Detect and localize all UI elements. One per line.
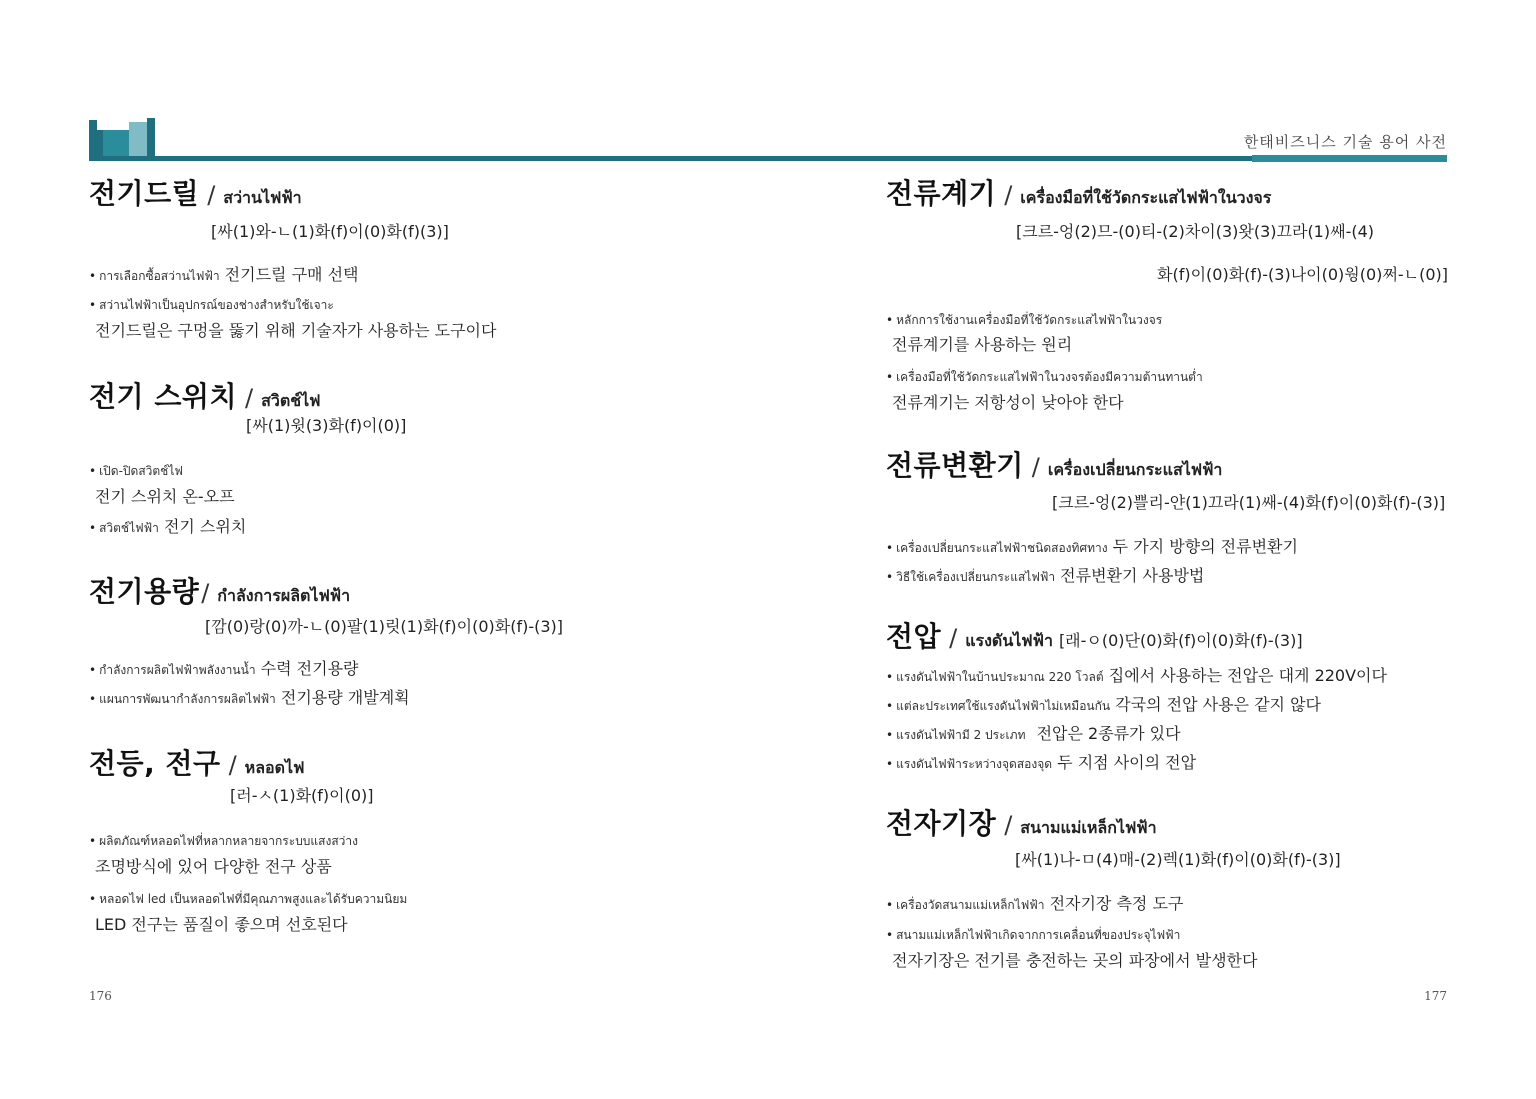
- example-thai: สนามแม่เหล็กไฟฟ้าเกิดจากการเคลื่อนที่ของประจุไฟฟ้า: [896, 928, 1181, 942]
- dictionary-entry: [89, 570, 564, 707]
- example-korean: 전기드릴은 구멍을 뚫기 위해 기술자가 사용하는 도구이다: [95, 321, 497, 340]
- dictionary-entry: [886, 802, 1341, 970]
- bullet: •: [886, 757, 894, 771]
- bullet: •: [886, 728, 894, 742]
- example-thai: ผลิตภัณฑ์หลอดไฟที่หลากหลายจากระบบแสงสว่าง: [99, 834, 359, 848]
- term-line: [89, 375, 320, 415]
- example-thai: เครื่องเปลี่ยนกระแสไฟฟ้าชนิดสองทิศทาง: [896, 541, 1108, 555]
- example-thai: หลักการใช้งานเครื่องมือที่ใช้วัดกระแสไฟฟ้าในวงจร: [896, 313, 1163, 327]
- example-thai: วิธีใช้เครื่องเปลี่ยนกระแสไฟฟ้า: [896, 570, 1056, 584]
- example: [89, 514, 246, 538]
- term-korean: 전등, 전구: [89, 747, 221, 780]
- example: [886, 891, 1183, 915]
- term-separator: /: [201, 579, 210, 607]
- example: [886, 563, 1204, 587]
- example-korean: 전자기장은 전기를 충전하는 곳의 파장에서 발생한다: [892, 951, 1258, 970]
- pronunciation: [싸(1)나-ㅁ(4)매-(2)렉(1)화(f)이(0)화(f)-(3)]: [1015, 850, 1341, 869]
- term-separator: /: [228, 751, 237, 779]
- bullet: •: [886, 541, 894, 555]
- term-thai: เครื่องมือที่ใช้วัดกระแสไฟฟ้าในวงจร: [1020, 188, 1272, 207]
- example-korean: LED 전구는 품질이 좋으며 선호된다: [95, 915, 348, 934]
- example: [89, 656, 358, 680]
- example: [89, 685, 410, 709]
- example-thai: หลอดไฟ led เป็นหลอดไฟที่มีคุณภาพสูงและได้รับความนิยม: [99, 892, 408, 906]
- example-korean: 수력 전기용량: [260, 659, 359, 678]
- example: [89, 460, 183, 481]
- example-thai: แรงดันไฟฟ้ามี 2 ประเภท: [896, 728, 1026, 742]
- term-separator: /: [949, 624, 958, 652]
- term-line: [89, 570, 350, 610]
- example-thai: แรงดันไฟฟ้าในบ้านประมาณ 220 โวลต์: [896, 670, 1104, 684]
- example-korean: 각국의 전압 사용은 같지 않다: [1115, 695, 1322, 714]
- example-thai: เครื่องมือที่ใช้วัดกระแสไฟฟ้าในวงจรต้องมีความต้านทานต่ำ: [896, 370, 1203, 384]
- term-separator: /: [245, 384, 254, 412]
- example-korean: 집에서 사용하는 전압은 대게 220V이다: [1108, 666, 1387, 685]
- term-korean: 전류계기: [886, 177, 997, 210]
- bullet: •: [886, 699, 894, 713]
- example-thai: กำลังการผลิตไฟฟ้าพลังงานน้ำ: [99, 663, 256, 677]
- term-thai: สนามแม่เหล็กไฟฟ้า: [1020, 818, 1157, 837]
- bullet: •: [89, 464, 97, 478]
- term-separator: /: [1031, 453, 1040, 481]
- term-thai: แรงดันไฟฟ้า: [965, 631, 1053, 650]
- term-separator: /: [207, 181, 216, 209]
- book-title: 한태비즈니스 기술 용어 사전: [1243, 133, 1447, 151]
- pronunciation: [크르-엉(2)쁠리-얀(1)끄라(1)쌔-(4)화(f)이(0)화(f)-(3)]: [1052, 493, 1446, 512]
- term-thai: สวิตช์ไฟ: [261, 391, 321, 410]
- example-thai: เครื่องวัดสนามแม่เหล็กไฟฟ้า: [896, 898, 1045, 912]
- header-logo: [89, 118, 159, 158]
- dictionary-entry: [89, 172, 497, 340]
- dictionary-entry: [886, 172, 1448, 412]
- term-korean: 전기드릴: [89, 177, 200, 210]
- bullet: •: [89, 834, 97, 848]
- bullet: •: [89, 269, 97, 283]
- pronunciation: [래-ㅇ(0)단(0)화(f)이(0)화(f)-(3)]: [1058, 631, 1303, 650]
- example-thai: สวิตช์ไฟฟ้า: [99, 521, 159, 535]
- example-korean: 전압은 2종류가 있다: [1036, 724, 1181, 743]
- pronunciation: [싸(1)윗(3)화(f)이(0)]: [246, 416, 407, 435]
- example-thai: แผนการพัฒนากำลังการผลิตไฟฟ้า: [99, 692, 276, 706]
- example-korean: 조명방식에 있어 다양한 전구 상품: [95, 857, 332, 876]
- pronunciation: [깜(0)랑(0)까-ㄴ(0)팔(1)릿(1)화(f)이(0)화(f)-(3)]: [205, 617, 564, 636]
- example: [886, 750, 1196, 774]
- example-korean: 전류변환기 사용방법: [1060, 566, 1205, 585]
- dictionary-entry: [89, 742, 408, 934]
- page-number-left: 176: [89, 989, 112, 1003]
- example: [886, 924, 1180, 945]
- pronunciation-continued: 화(f)이(0)화(f)-(3)나이(0)웡(0)쩌-ㄴ(0)]: [1157, 265, 1448, 284]
- example: [886, 721, 1181, 745]
- bullet: •: [886, 370, 894, 384]
- dictionary-entry: [886, 444, 1446, 585]
- bullet: •: [89, 892, 97, 906]
- example-korean: 두 지점 사이의 전압: [1057, 753, 1197, 772]
- example-thai: เปิด-ปิดสวิตช์ไฟ: [99, 464, 183, 478]
- example: [886, 309, 1162, 330]
- term-line: [886, 172, 1271, 212]
- bullet: •: [886, 313, 894, 327]
- term-korean: 전기 스위치: [89, 380, 237, 413]
- bullet: •: [89, 521, 97, 535]
- pronunciation: [크르-엉(2)므-(0)티-(2)차이(3)왓(3)끄라(1)쌔-(4): [1016, 222, 1375, 241]
- example-thai: แรงดันไฟฟ้าระหว่างจุดสองจุด: [896, 757, 1053, 771]
- example-korean: 전기 스위치: [163, 517, 247, 536]
- term-thai: กำลังการผลิตไฟฟ้า: [217, 586, 351, 605]
- term-separator: /: [1004, 181, 1013, 209]
- term-korean: 전류변환기: [886, 449, 1024, 482]
- term-separator: /: [1004, 811, 1013, 839]
- term-line: [89, 742, 304, 782]
- example: [89, 830, 358, 851]
- term-thai: เครื่องเปลี่ยนกระแสไฟฟ้า: [1047, 460, 1223, 479]
- page-number-right: 177: [1424, 989, 1447, 1003]
- example-korean: 두 가지 방향의 전류변환기: [1112, 537, 1298, 556]
- example-thai: การเลือกซื้อสว่านไฟฟ้า: [99, 269, 220, 283]
- term-line: [886, 615, 1303, 655]
- term-korean: 전기용량: [89, 575, 200, 608]
- example-korean: 전자기장 측정 도구: [1049, 894, 1184, 913]
- example-korean: 전기 스위치 온-오프: [95, 487, 235, 506]
- bullet: •: [886, 928, 894, 942]
- bullet: •: [89, 663, 97, 677]
- example-thai: สว่านไฟฟ้าเป็นอุปกรณ์ของช่างสำหรับใช้เจาะ: [99, 298, 334, 312]
- dictionary-entry: [89, 375, 407, 536]
- header-rule-accent: [1252, 155, 1447, 162]
- example-korean: 전기용량 개발계획: [280, 688, 410, 707]
- dictionary-entry: [886, 615, 1387, 772]
- term-thai: หลอดไฟ: [244, 758, 305, 777]
- bullet: •: [886, 670, 894, 684]
- example-thai: แต่ละประเทศใช้แรงดันไฟฟ้าไม่เหมือนกัน: [896, 699, 1111, 713]
- example: [89, 294, 334, 315]
- term-korean: 전압: [886, 620, 942, 653]
- example-korean: 전기드릴 구매 선택: [224, 265, 359, 284]
- example-korean: 전류계기는 저항성이 낮아야 한다: [892, 393, 1124, 412]
- header-rule: [89, 156, 1447, 161]
- term-line: [89, 172, 302, 212]
- example: [886, 692, 1321, 716]
- term-korean: 전자기장: [886, 807, 997, 840]
- example: [886, 663, 1387, 687]
- term-line: [886, 802, 1157, 842]
- bullet: •: [89, 692, 97, 706]
- bullet: •: [886, 570, 894, 584]
- example-korean: 전류계기를 사용하는 원리: [892, 335, 1073, 354]
- example: [89, 888, 407, 909]
- pronunciation: [싸(1)와-ㄴ(1)화(f)이(0)화(f)(3)]: [211, 222, 449, 241]
- example: [886, 366, 1203, 387]
- example: [89, 262, 359, 286]
- bullet: •: [89, 298, 97, 312]
- pronunciation: [러-ㅅ(1)화(f)이(0)]: [230, 786, 374, 805]
- bullet: •: [886, 898, 894, 912]
- term-line: [886, 444, 1222, 484]
- term-thai: สว่านไฟฟ้า: [223, 188, 302, 207]
- example: [886, 534, 1298, 558]
